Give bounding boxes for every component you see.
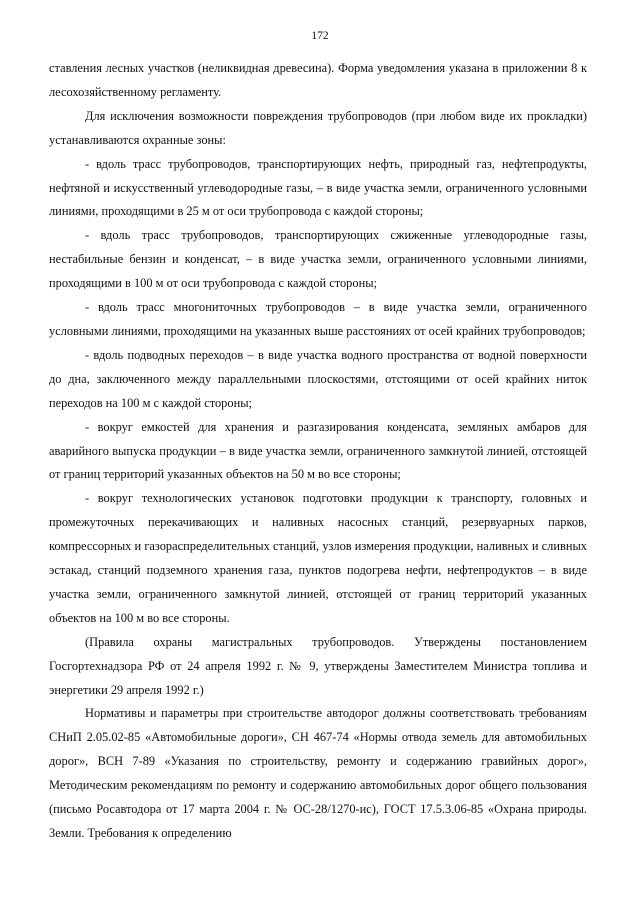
paragraph-continuation: ставления лесных участков (неликвидная древесина). Форма уведомления указана в приложении 8 к лесохозяйственному регламенту. [49,61,587,99]
paragraph-road-standards: Нормативы и параметры при строительстве автодорог должны соответствовать требованиям СНиП 2.05.02-85 «Автомобильные дороги», СН 467-74 «Нормы отвода земель для автомобильных дорог», ВСН 7-89 «Указания по строительству, ремонту и содержанию гравийных дорог», Методическим рекомендациям по ремонту и содержанию автомобильных дорог общего пользования (письмо Росавтодора от 17 марта 2004 г. № ОС-28/1270-ис), ГОСТ 17.5.3.06-85 «Охрана природы. Земли. Требования к определению [49,706,587,840]
paragraph-regulation-citation: (Правила охраны магистральных трубопроводов. Утверждены постановлением Госгортехнадзора РФ от 24 апреля 1992 г. № 9, утверждены Заместителем Министра топлива и энергетики 29 апреля 1992 г.) [49,634,587,697]
list-item-underwater-crossings: - вдоль подводных переходов – в виде участка водного пространства от водной поверхности до дна, заключенного между параллельными плоскостями, отстоящими от осей крайних ниток переходов на 100 м с каждой стороны; [49,347,587,410]
document-body [49,57,587,846]
list-item-oil-gas-pipelines: - вдоль трасс трубопроводов, транспортирующих нефть, природный газ, нефтепродукты, нефтяной и искусственный углеводородные газы, – в виде участка земли, ограниченного условными линиями, проходящими в 25 м от оси трубопровода с каждой стороны; [49,156,587,219]
list-item-multi-line-pipelines: - вдоль трасс многониточных трубопроводов – в виде участка земли, ограниченного условными линиями, проходящими на указанных выше расстояниях от осей крайних трубопроводов; [49,300,587,338]
paragraph-protection-zones-intro: Для исключения возможности повреждения трубопроводов (при любом виде их прокладки) устанавливаются охранные зоны: [49,108,587,147]
page-number: 172 [311,30,329,42]
list-item-technological-installations: - вокруг технологических установок подготовки продукции к транспорту, головных и промежуточных перекачивающих и наливных насосных станций, резервуарных парков, компрессорных и газораспределительных станций, узлов измерения продукции, наливных и сливных эстакад, станций подземного хранения газа, пунктов подогрева нефти, нефтепродуктов – в виде участка земли, ограниченного замкнутой линией, отстоящей от границ территорий указанных объектов на 100 м во все стороны. [49,491,587,625]
list-item-liquefied-gas-pipelines: - вдоль трасс трубопроводов, транспортирующих сжиженные углеводородные газы, нестабильные бензин и конденсат, – в виде участка земли, ограниченного условными линиями, проходящими в 100 м от оси трубопровода с каждой стороны; [49,228,587,291]
list-item-condensate-tanks: - вокруг емкостей для хранения и разгазирования конденсата, земляных амбаров для аварийного выпуска продукции – в виде участка земли, ограниченного замкнутой линией, отстоящей от границ территорий указанных объектов на 50 м во все стороны; [49,419,587,482]
